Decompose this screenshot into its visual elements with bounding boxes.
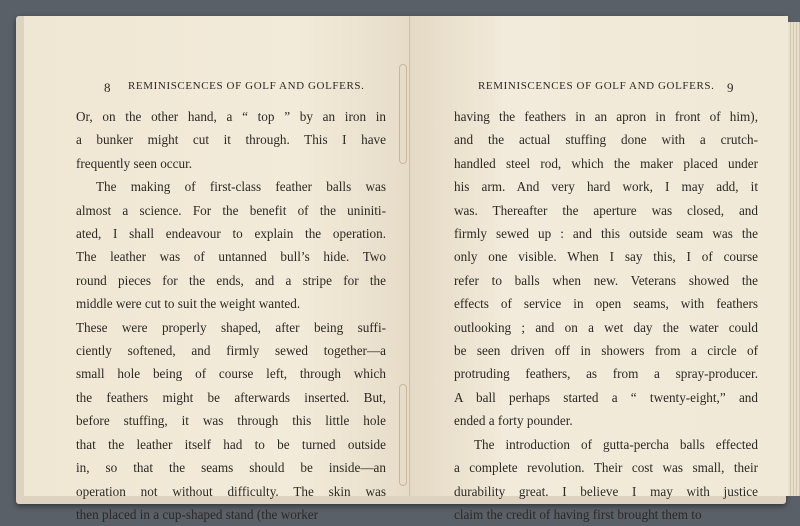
page-edges xyxy=(788,22,800,496)
text-line: and the actual stuffing done with a crutch- xyxy=(454,132,758,148)
binding-thread-top xyxy=(399,64,407,164)
text-line: almost a science. For the benefit of the uniniti- xyxy=(76,202,386,218)
open-book xyxy=(16,16,786,522)
text-line: claim the credit of having first brought them to xyxy=(454,506,702,522)
text-line: before stuffing, it was through this little hole xyxy=(76,413,386,429)
text-line: The introduction of gutta-percha balls effected xyxy=(474,436,758,452)
left-body-text xyxy=(76,105,386,526)
text-line: durability great. I believe I may with justice xyxy=(454,483,758,499)
right-page-number: 9 xyxy=(727,80,735,95)
text-line: refer to balls when new. Veterans showed the xyxy=(454,272,758,288)
text-line: a bunker might cut it through. This I have xyxy=(76,132,386,148)
text-line: his arm. And very hard work, I may add, it xyxy=(454,179,758,195)
text-line: that the leather itself had to be turned outside xyxy=(76,436,386,452)
text-line: ciently softened, and firmly sewed together—a xyxy=(76,343,386,359)
left-page-number: 8 xyxy=(104,80,112,95)
text-line: then placed in a cup-shaped stand (the worker xyxy=(76,506,319,522)
text-line: The leather was of untanned bull’s hide. Two xyxy=(76,249,386,265)
text-line: frequently seen occur. xyxy=(76,155,193,171)
text-line: handled steel rod, which the maker placed under xyxy=(454,155,758,171)
left-page xyxy=(24,16,410,522)
text-line: was. Thereafter the aperture was closed, and xyxy=(454,202,758,218)
text-line: firmly sewed up : and this outside seam was the xyxy=(454,226,758,242)
text-line: only one visible. When I say this, I of course xyxy=(454,249,758,265)
text-line: effects of service in open seams, with feathers xyxy=(454,296,758,312)
right-running-head: REMINISCENCES OF GOLF AND GOLFERS. xyxy=(478,80,715,92)
right-page xyxy=(410,16,788,522)
text-line: in, so that the seams should be inside—an xyxy=(76,460,386,476)
text-line: be seen driven off in showers from a circle of xyxy=(454,343,758,359)
text-line: operation not without difficulty. The skin was xyxy=(76,483,386,499)
text-line: middle were cut to suit the weight wanted. xyxy=(76,296,301,312)
text-line: a complete revolution. Their cost was small, their xyxy=(454,460,758,476)
text-line: The making of first-class feather balls was xyxy=(96,179,386,195)
text-line: Or, on the other hand, a “ top ” by an iron in xyxy=(76,109,386,124)
text-line: round pieces for the ends, and a stripe for the xyxy=(76,272,386,288)
text-line: protruding feathers, as from a spray-producer. xyxy=(454,366,758,382)
text-line: outlooking ; and on a wet day the water could xyxy=(454,319,758,335)
text-line: These were properly shaped, after being suffi- xyxy=(76,319,386,335)
text-line: ated, I shall endeavour to explain the operation. xyxy=(76,226,386,242)
text-line: small hole being of course left, through which xyxy=(76,366,386,382)
text-line: ended a forty pounder. xyxy=(454,413,573,429)
text-line: the feathers might be afterwards inserted. But, xyxy=(76,389,386,405)
right-body-text xyxy=(454,105,758,526)
left-running-head: REMINISCENCES OF GOLF AND GOLFERS. xyxy=(128,80,365,92)
text-line: A ball perhaps started a “ twenty-eight,” and xyxy=(454,389,758,405)
binding-thread-bottom xyxy=(399,384,407,486)
text-line: having the feathers in an apron in front of him), xyxy=(454,109,758,124)
